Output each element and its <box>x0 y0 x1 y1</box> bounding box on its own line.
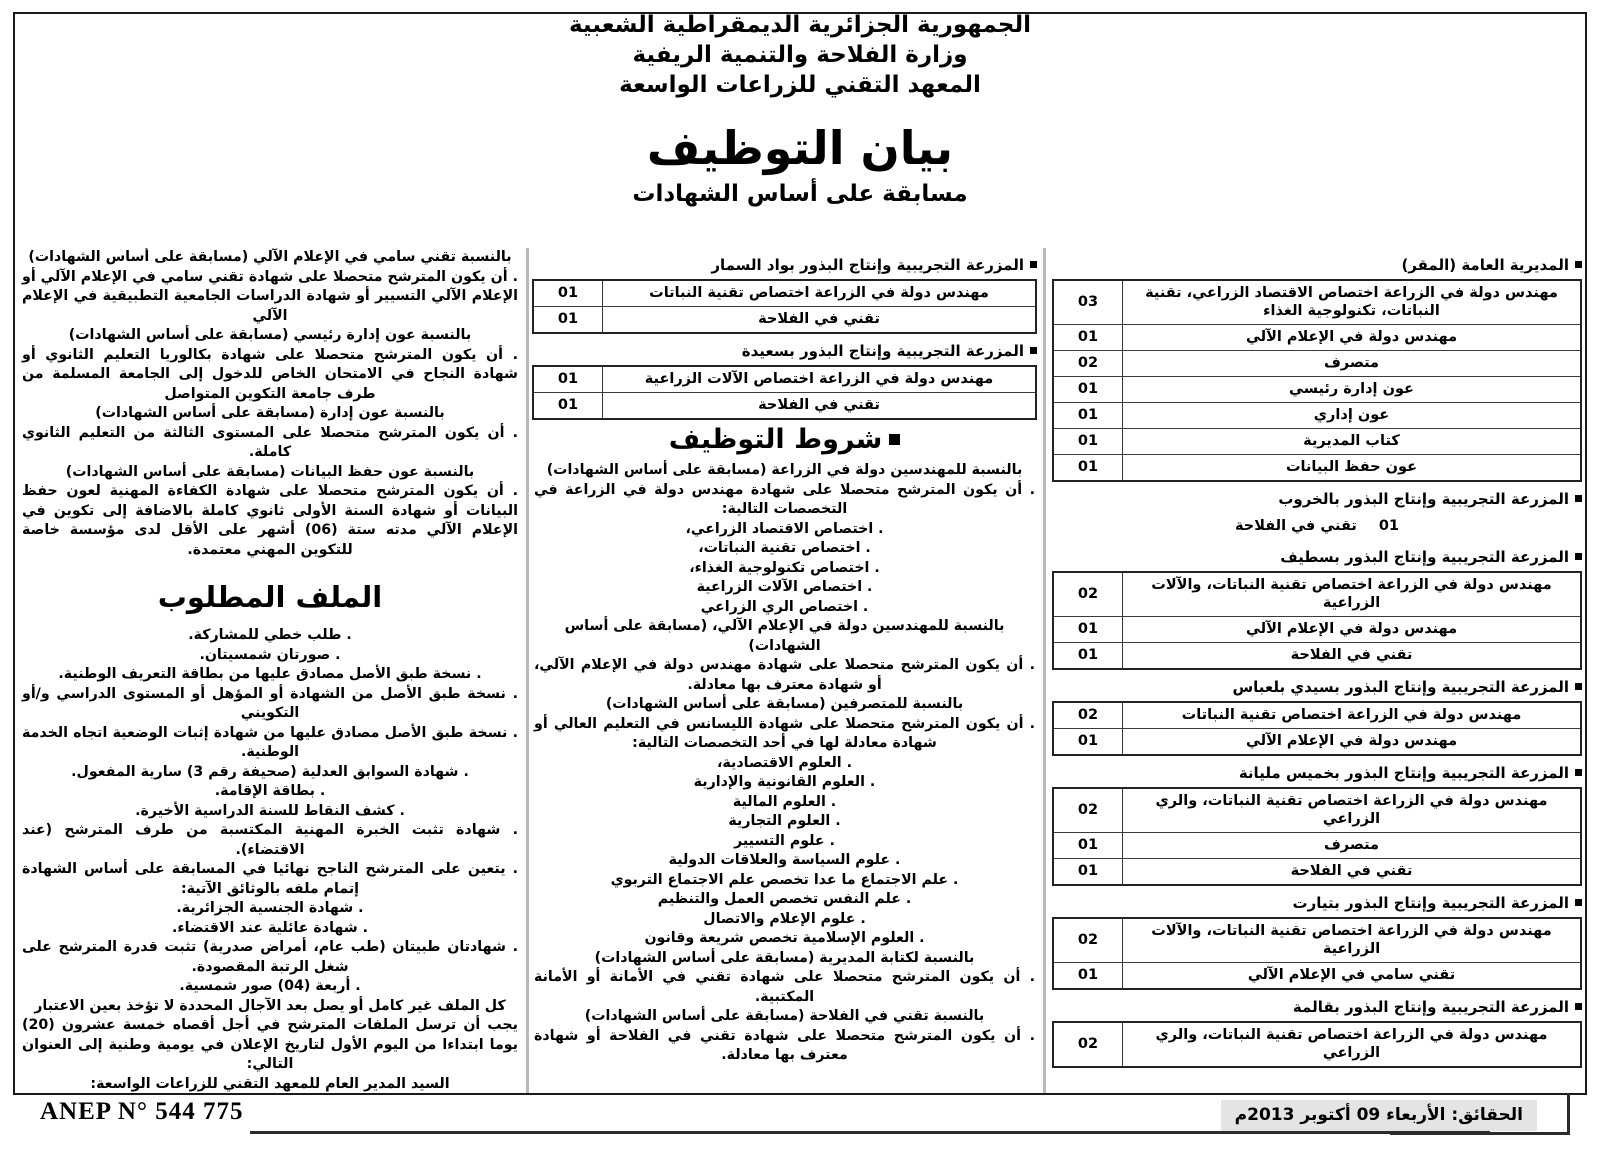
mid-jobs-table <box>532 279 1037 334</box>
required-file-item: . بطاقة الإقامة. <box>214 783 326 799</box>
job-description-cell: مهندس دولة في الزراعة اختصاص تقنية النباتات، والآلات الزراعية <box>1123 918 1582 963</box>
job-description-cell: عون حفظ البيانات <box>1123 455 1582 482</box>
right-jobs-table <box>1052 571 1582 670</box>
closing-paragraph: يجب أن ترسل الملفات المترشح في أجل أقصاه خمسة عشرون (20) يوما ابتداءا من اليوم الأول لتاريخ الإعلان في يومية وطنية إلى العنوان التالي: <box>22 1017 518 1072</box>
employment-condition-item: . علوم التسيير <box>734 832 835 849</box>
employment-condition-paragraph: . أن يكون المترشح متحصلا على شهادة مهندس دولة في الإعلام الآلي، أو شهادة معترف بها معادلة. <box>534 657 1035 693</box>
right-jobs-table <box>1052 787 1582 886</box>
employment-condition-heading: بالنسبة تقني سامي في الإعلام الآلي (مسابقة على أساس الشهادات) <box>28 249 512 265</box>
right-section-heading-text: المزرعة التجريبية وإنتاج البذور بسطيف <box>1280 548 1569 566</box>
right-jobs-table <box>1052 279 1582 482</box>
required-file-item: . طلب خطي للمشاركة. <box>188 627 352 643</box>
right-jobs-table <box>1052 701 1582 756</box>
job-description-cell: تقني في الفلاحة <box>603 393 1037 420</box>
employment-condition-item: . العلوم المالية <box>732 793 837 810</box>
page-title: بيان التوظيف <box>646 121 954 175</box>
job-count-cell: 01 <box>1053 617 1123 643</box>
job-count-cell: 01 <box>1053 429 1123 455</box>
left-column <box>20 248 520 1093</box>
employment-condition-item: . علوم السياسة والعلاقات الدولية <box>668 852 901 868</box>
mid-section-heading <box>532 255 1037 275</box>
closing-paragraph: السيد المدير العام للمعهد التقني للزراعات الواسعة: <box>90 1075 450 1092</box>
employment-condition-item: . اختصاص الري الزراعي <box>700 598 869 615</box>
bullet-square-icon <box>1575 1003 1582 1010</box>
job-description-cell: متصرف <box>1123 833 1582 859</box>
right-section-heading <box>1052 255 1582 275</box>
employment-condition-heading: بالنسبة للمهندسين دولة في الزراعة (مسابقة على أساس الشهادات) <box>546 462 1023 478</box>
table-row <box>533 307 1036 334</box>
job-description-cell: مهندس دولة في الزراعة اختصاص تقنية النباتات، والري الزراعي <box>1123 788 1582 833</box>
table-row <box>1053 429 1581 455</box>
job-count-cell: 01 <box>533 366 603 393</box>
job-count-cell: 01 <box>533 393 603 420</box>
job-count-cell: 01 <box>1053 729 1123 756</box>
columns-container <box>18 248 1582 1093</box>
right-column <box>1052 248 1582 1093</box>
middle-column <box>532 248 1037 1093</box>
header-line-ministry: وزارة الفلاحة والتنمية الريفية <box>632 42 968 68</box>
header-line-institute: المعهد التقني للزراعات الواسعة <box>619 72 981 98</box>
table-row <box>1053 918 1581 963</box>
table-row <box>1053 351 1581 377</box>
right-section-heading <box>1052 763 1582 783</box>
job-description-cell: مهندس دولة في الإعلام الآلي <box>1123 325 1582 351</box>
right-section-heading <box>1052 677 1582 697</box>
job-count-cell: 02 <box>1053 351 1123 377</box>
left-conditions-list <box>20 248 520 560</box>
table-row <box>1053 859 1581 886</box>
job-count-cell: 01 <box>1053 643 1123 670</box>
employment-conditions-list <box>532 461 1037 1066</box>
job-description-cell: مهندس دولة في الزراعة اختصاص تقنية النباتات، والآلات الزراعية <box>1123 572 1582 617</box>
job-count-cell: 01 <box>1053 963 1123 990</box>
required-file-title: الملف المطلوب <box>157 580 383 614</box>
table-row <box>533 280 1036 307</box>
bullet-square-icon <box>1575 261 1582 268</box>
employment-conditions-title-text: شروط التوظيف <box>668 424 883 455</box>
table-row <box>1053 617 1581 643</box>
job-description-cell: تقني في الفلاحة <box>603 307 1037 334</box>
job-description-cell: متصرف <box>1123 351 1582 377</box>
employment-condition-item: . علم الاجتماع ما عدا تخصص علم الاجتماع التربوي <box>610 871 959 888</box>
employment-condition-paragraph: . أن يكون المترشح متحصلا على شهادة تقني في الأمانة أو الأمانة المكتبية. <box>534 969 1035 1005</box>
required-file-item: . صورتان شمسيتان. <box>199 646 341 663</box>
employment-condition-heading: بالنسبة عون إدارة رئيسي (مسابقة على أساس الشهادات) <box>68 327 472 343</box>
table-row <box>1053 788 1581 833</box>
table-row <box>1053 403 1581 429</box>
mid-jobs-table <box>532 365 1037 420</box>
required-file-item: . أربعة (04) صور شمسية. <box>179 978 361 994</box>
table-row <box>1053 833 1581 859</box>
footer-tick-horizontal <box>1390 1132 1570 1135</box>
job-description-cell: عون إداري <box>1123 403 1582 429</box>
table-row <box>1053 572 1581 617</box>
job-count-cell: 03 <box>1053 280 1123 325</box>
job-description-cell: مهندس دولة في الزراعة اختصاص تقنية النباتات <box>603 280 1037 307</box>
right-section-heading-text: المزرعة التجريبية وإنتاج البذور بسيدي بلعباس <box>1232 678 1569 696</box>
required-file-item: . شهادة تثبت الخبرة المهنية المكتسبة من طرف المترشح (عند الاقتضاء). <box>22 822 518 858</box>
right-section-heading-text: المزرعة التجريبية وإنتاج البذور بخميس مليانة <box>1238 764 1569 782</box>
employment-condition-heading: بالنسبة للمهندسين دولة في الإعلام الآلي، (مسابقة على أساس الشهادات) <box>564 618 1005 654</box>
closing-paragraph: كل الملف غير كامل أو يصل بعد الآجال المحددة لا تؤخذ بعين الاعتبار <box>34 997 506 1014</box>
employment-condition-item: . العلوم التجارية <box>728 813 841 829</box>
job-description-cell: مهندس دولة في الزراعة اختصاص الآلات الزراعية <box>603 366 1037 393</box>
required-file-item: . نسخة طبق الأصل مصادق عليها من بطاقة التعريف الوطنية. <box>58 666 482 682</box>
table-row <box>1053 455 1581 482</box>
right-jobs-table <box>1052 917 1582 990</box>
job-description-cell: مهندس دولة في الزراعة اختصاص تقنية النباتات، والري الزراعي <box>1123 1022 1582 1067</box>
bullet-square-icon <box>1030 347 1037 354</box>
employment-condition-item: . العلوم الاقتصادية، <box>717 754 852 771</box>
job-count-cell: 01 <box>533 307 603 334</box>
anep-number: ANEP N° 544 775 <box>40 1098 244 1125</box>
bullet-square-icon <box>1030 261 1037 268</box>
job-description-cell: مهندس دولة في الإعلام الآلي <box>1123 617 1582 643</box>
job-description-cell: تقني في الفلاحة <box>1123 859 1582 886</box>
job-count-cell: 01 <box>1053 403 1123 429</box>
job-count-cell: 01 <box>1053 455 1123 482</box>
required-file-item: . شهادة عائلية عند الاقتضاء. <box>171 919 369 936</box>
bullet-square-icon <box>889 434 900 445</box>
employment-condition-heading: بالنسبة لكتابة المديرية (مسابقة على أساس الشهادات) <box>594 949 975 966</box>
table-row <box>533 366 1036 393</box>
footer-rule <box>250 1131 1490 1134</box>
right-column-sections <box>1052 255 1582 1068</box>
employment-condition-paragraph: . أن يكون المترشح متحصلا على شهادة بكالوريا التعليم الثانوي أو شهادة النجاح في الامتحان الخاص للدخول إلى الجامعة المسلمة من طرف جامعة التكوين المتواصل <box>22 346 518 402</box>
job-description-cell: تقني سامي في الإعلام الآلي <box>1123 963 1582 990</box>
employment-condition-item: . العلوم القانونية والإدارية <box>693 774 876 790</box>
table-row <box>1053 1022 1581 1067</box>
right-section-heading-text: المزرعة التجريبية وإنتاج البذور بقالمة <box>1292 998 1569 1016</box>
job-count-cell: 02 <box>1053 1022 1123 1067</box>
job-count-cell: 02 <box>1053 572 1123 617</box>
job-count-cell: 01 <box>1378 518 1400 534</box>
job-count-cell: 01 <box>1053 325 1123 351</box>
right-section-heading <box>1052 893 1582 913</box>
mid-section-heading-text: المزرعة التجريبية وإنتاج البذور بواد السمار <box>711 256 1024 274</box>
mid-section-heading <box>532 341 1037 361</box>
table-row <box>533 393 1036 420</box>
employment-condition-paragraph: . أن يكون المترشح متحصلا على شهادة تقني سامي في الإعلام الآلي أو الإعلام الآلي التسيير أو شهادة الدراسات الجامعية التطبيقية في الإعلام الآلي <box>22 268 518 324</box>
publication-date: الحقائق: الأربعاء 09 أكتوبر 2013م <box>1221 1100 1537 1131</box>
required-file-item: . يتعين على المترشح الناجح نهائيا في المسابقة على أساس الشهادة إتمام ملفه بالوثائق الآتية: <box>22 861 518 897</box>
job-description-cell: مهندس دولة في الزراعة اختصاص تقنية النباتات <box>1123 702 1582 729</box>
right-section-heading-text: المديرية العامة (المقر) <box>1401 256 1569 274</box>
bullet-square-icon <box>1575 683 1582 690</box>
job-count-cell: 01 <box>533 280 603 307</box>
middle-column-sections <box>532 255 1037 420</box>
table-row <box>1053 325 1581 351</box>
right-jobs-table <box>1052 1021 1582 1068</box>
required-file-item: . كشف النقاط للسنة الدراسية الأخيرة. <box>135 802 405 819</box>
job-count-cell: 01 <box>1053 377 1123 403</box>
job-description-cell: كتاب المديرية <box>1123 429 1582 455</box>
job-count-cell: 01 <box>1053 833 1123 859</box>
bullet-square-icon <box>1575 769 1582 776</box>
employment-condition-item: . اختصاص تكنولوجية الغذاء، <box>689 559 880 576</box>
job-description-cell: مهندس دولة في الإعلام الآلي <box>1123 729 1582 756</box>
column-divider-2 <box>526 248 529 1093</box>
required-file-items <box>20 626 520 997</box>
required-file-item: . شهادتان طبيتان (طب عام، أمراض صدرية) تثبت قدرة المترشح على شغل الرتبة المقصودة. <box>22 939 518 975</box>
employment-condition-item: . العلوم الإسلامية تخصص شريعة وقانون <box>644 930 925 946</box>
employment-condition-item: . علوم الإعلام والاتصال <box>703 910 866 927</box>
required-file-item: . نسخة طبق الأصل مصادق عليها من شهادة إثبات الوضعية اتجاه الخدمة الوطنية. <box>22 724 518 760</box>
right-section-heading-text: المزرعة التجريبية وإنتاج البذور بتيارت <box>1292 894 1569 912</box>
right-section-heading-text: المزرعة التجريبية وإنتاج البذور بالخروب <box>1278 490 1569 508</box>
left-closing-paragraphs <box>20 997 520 1094</box>
job-count-cell: 02 <box>1053 918 1123 963</box>
employment-condition-heading: بالنسبة للمتصرفين (مسابقة على أساس الشهادات) <box>605 696 964 712</box>
list-item <box>1052 513 1582 540</box>
required-file-item: . شهادة السوابق العدلية (صحيفة رقم 3) سارية المفعول. <box>71 763 469 780</box>
job-description-cell: تقني في الفلاحة <box>1123 643 1582 670</box>
employment-condition-paragraph: . أن يكون المترشح متحصلا على المستوى الثالثة من التعليم الثانوي كاملة. <box>22 424 518 460</box>
job-count-cell: 02 <box>1053 788 1123 833</box>
employment-condition-item: . اختصاص الاقتصاد الزراعي، <box>685 520 884 537</box>
job-count-cell: 02 <box>1053 702 1123 729</box>
bullet-square-icon <box>1575 495 1582 502</box>
table-row <box>1053 729 1581 756</box>
employment-condition-item: . اختصاص تقنية النباتات، <box>698 540 871 556</box>
table-row <box>1053 963 1581 990</box>
employment-conditions-title <box>532 423 1037 457</box>
right-section-heading <box>1052 489 1582 509</box>
job-description-cell: مهندس دولة في الزراعة اختصاص الاقتصاد الزراعي، تقنية النباتات، تكنولوجية الغذاء <box>1123 280 1582 325</box>
footer-tick-vertical <box>1567 1093 1570 1135</box>
employment-condition-paragraph: . أن يكون المترشح متحصلا على شهادة الكفاءة المهنية لعون حفظ البيانات أو شهادة السنة الأولى ثانوي كاملة بالاضافة إلى تكوين في الإعلام الآلي مدته ستة (06) أشهر على الأقل لدى مؤسسة خاصة للتكوين المهني معتمدة. <box>22 483 518 558</box>
page-subtitle: مسابقة على أساس الشهادات <box>632 181 968 207</box>
employment-condition-heading: بالنسبة تقني في الفلاحة (مسابقة على أساس الشهادات) <box>584 1008 985 1024</box>
employment-condition-paragraph: . أن يكون المترشح متحصلا على شهادة مهندس دولة في الزراعة في التخصصات التالية: <box>534 481 1035 517</box>
mid-section-heading-text: المزرعة التجريبية وإنتاج البذور بسعيدة <box>741 342 1024 360</box>
right-section-heading <box>1052 547 1582 567</box>
job-description-cell: تقني في الفلاحة <box>1234 518 1357 534</box>
bullet-square-icon <box>1575 553 1582 560</box>
document-header <box>0 10 1600 208</box>
employment-condition-item: . اختصاص الآلات الزراعية <box>696 579 873 595</box>
table-row <box>1053 643 1581 670</box>
table-row <box>1053 702 1581 729</box>
employment-condition-paragraph: . أن يكون المترشح متحصلا على شهادة الليسانس في التعليم العالي أو شهادة معادلة لها في أحد التخصصات التالية: <box>534 715 1035 751</box>
job-description-cell: عون إدارة رئيسي <box>1123 377 1582 403</box>
required-file-item: . نسخة طبق الأصل من الشهادة أو المؤهل أو المستوى الدراسي و/أو التكويني <box>22 685 518 721</box>
employment-condition-paragraph: . أن يكون المترشح متحصلا على شهادة تقني في الفلاحة أو شهادة معترف بها معادلة. <box>534 1027 1035 1063</box>
employment-condition-heading: بالنسبة عون إدارة (مسابقة على أساس الشهادات) <box>95 405 445 421</box>
job-count-cell: 01 <box>1053 859 1123 886</box>
employment-condition-item: . علم النفس تخصص العمل والتنظيم <box>657 891 912 907</box>
header-line-republic: الجمهورية الجزائرية الديمقراطية الشعبية <box>568 12 1032 38</box>
table-row <box>1053 280 1581 325</box>
right-section-heading <box>1052 997 1582 1017</box>
bullet-square-icon <box>1575 899 1582 906</box>
employment-condition-heading: بالنسبة عون حفظ البيانات (مسابقة على أساس الشهادات) <box>65 463 475 480</box>
column-divider-1 <box>1043 248 1046 1093</box>
table-row <box>1053 377 1581 403</box>
required-file-item: . شهادة الجنسية الجزائرية. <box>176 900 364 916</box>
